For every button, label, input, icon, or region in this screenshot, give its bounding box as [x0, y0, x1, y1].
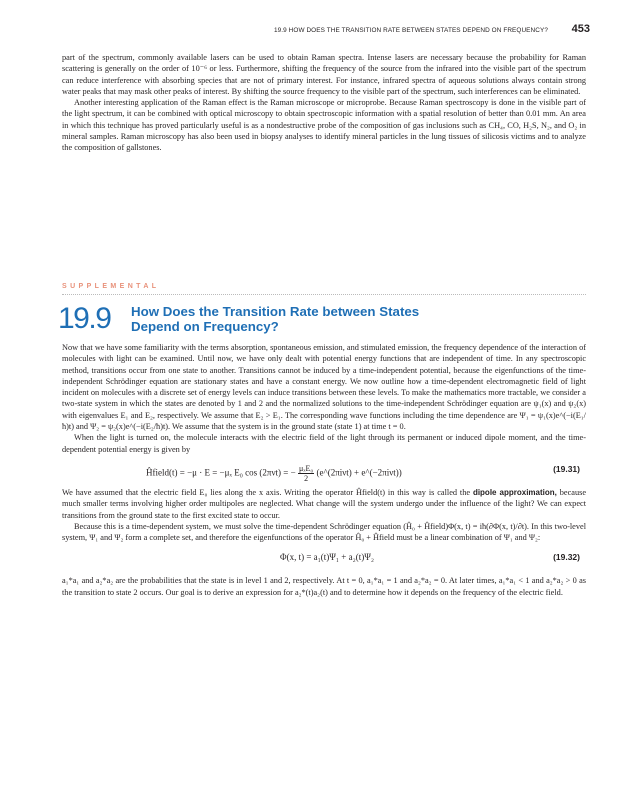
- dipole-approximation-term: dipole approximation,: [472, 487, 557, 497]
- body-paragraph-2: When the light is turned on, the molecule interacts with the electric field of the light through its permanent or induced dipole moment, and the time-dependent potential energy is given by: [62, 433, 586, 454]
- intro-text: [62, 52, 586, 154]
- page-number: 453: [571, 23, 590, 35]
- running-head-text: 19.9 HOW DOES THE TRANSITION RATE BETWEEN STATES DEPEND ON FREQUENCY?: [273, 27, 548, 34]
- equation-rhs: (e^(2πiνt) + e^(−2πiνt)): [316, 467, 402, 478]
- intro-paragraph-2: Another interesting application of the Raman effect is the Raman microscope or microprobe. Because Raman spectroscopy is done in the visible part of the light spectrum, it can be combined with optical microscopy to obtain spectroscopic information with a spatial resolution of better than 0.01 mm. An area in which this technique has proved particularly useful is as a nondestructive probe of the composition of gas inclusions such as CH₄, CO, H₂S, N₂, and O₂ in mineral samples. Raman microscopy has also been used in biopsy analyses to identify mineral particles in the lung tissues of silicosis victims and to analyze the composition of gallstones.: [62, 98, 586, 153]
- supplemental-label: SUPPLEMENTAL: [62, 283, 160, 290]
- section-body: [62, 342, 586, 598]
- equation-number: (19.32): [553, 552, 580, 563]
- equation-19-32: [62, 547, 586, 571]
- body-paragraph-1: Now that we have some familiarity with the terms absorption, spontaneous emission, and stimulated emission, the frequency dependence of the interaction of molecules with light can be examined. Until now, we have only dealt with potential energy functions that are independent of time. In any spectroscopic method, transitions occur from one state to another. Transitions cannot be induced by a time-independent potential, because the eigenfunctions of the time-independent Schrödinger equation are stationary states and have a constant energy. We now outline how a time-dependent electromagnetic field of light incident on molecules with a discrete set of energy levels can induce transitions between these levels. To make the mathematics more tractable, we consider a two-state system in which the states are denoted by 1 and 2 and the normalized solutions to the time-independent Schrödinger equation are ψ₁(x) and ψ₂(x) with eigenvalues E₁ and E₂, respectively. We assume that E₂ > E₁. The corresponding wave functions including the time dependence are Ψ₁ = ψ₁(x)e^(−i(E₁/ħ)t) and Ψ₂ = ψ₂(x)e^(−i(E₂/ħ)t). We assume that the system is in the ground state (state 1) at time t = 0.: [62, 343, 586, 432]
- paragraph-3-start: We have assumed that the electric field E₀ lies along the x axis. Writing the operator Ĥfield(t) in this way is called the: [62, 487, 471, 497]
- equation-lhs: Ĥfield(t) = −μ · E = −μₓ E₀ cos (2πνt) = −: [146, 467, 296, 478]
- body-paragraph-5: a₁*a₁ and a₂*a₂ are the probabilities that the state is in level 1 and 2, respectively. At t = 0, a₁*a₁ = 1 and a₂*a₂ = 0. At later times, a₁*a₁ < 1 and a₂*a₂ > 0 as the transition to state 2 occurs. Our goal is to derive an expression for a₂*(t)a₂(t) and to determine how it depends on the frequency of the electric field.: [62, 576, 586, 597]
- equation-body: [146, 464, 402, 483]
- paragraph-3-end: because much smaller terms involving higher order multipoles are neglected. What change will the system undergo under the influence of the light? We can expect transitions from the ground state to the first excited state to occur.: [62, 487, 587, 520]
- section-title: How Does the Transition Rate between States Depend on Frequency?: [131, 304, 420, 334]
- equation-19-31: [62, 459, 586, 483]
- fraction-numerator: μₓE₀: [298, 463, 314, 473]
- equation-fraction: [298, 464, 314, 483]
- intro-paragraph-1: part of the spectrum, commonly available lasers can be used to obtain Raman spectra. Intense lasers are necessary because the probability for Raman scattering is generally on the order of 10⁻⁶ or less. Furthermore, shifting the frequency of the source from the infrared into the visible part of the spectrum can reduce interference with absorbing species that are not of primary interest. For instance, infrared spectra of aqueous solutions always contain strong water peaks that may mask other peaks of interest. By shifting the source frequency to the visible part of the spectrum, such interferences can be eliminated.: [62, 53, 586, 96]
- equation-number: (19.31): [553, 463, 580, 474]
- body-paragraph-4: Because this is a time-dependent system, we must solve the time-dependent Schrödinger equation (Ĥ₀ + Ĥfield)Φ(x, t) = iħ(∂Φ(x, t)/∂t). In this two-level system, Ψ₁ and Ψ₂ form a complete set, and therefore the eigenfunctions of the operator Ĥ₀ + Ĥfield must be a linear combination of Ψ₁ and Ψ₂:: [62, 521, 586, 543]
- section-divider: [62, 294, 586, 296]
- running-header: [62, 22, 590, 40]
- body-paragraph-3: [62, 487, 586, 521]
- fraction-denominator: 2: [304, 473, 309, 483]
- section-number: 19.9: [58, 302, 111, 335]
- equation-body: Φ(x, t) = a₁(t)Ψ₁ + a₂(t)Ψ₂: [280, 552, 375, 563]
